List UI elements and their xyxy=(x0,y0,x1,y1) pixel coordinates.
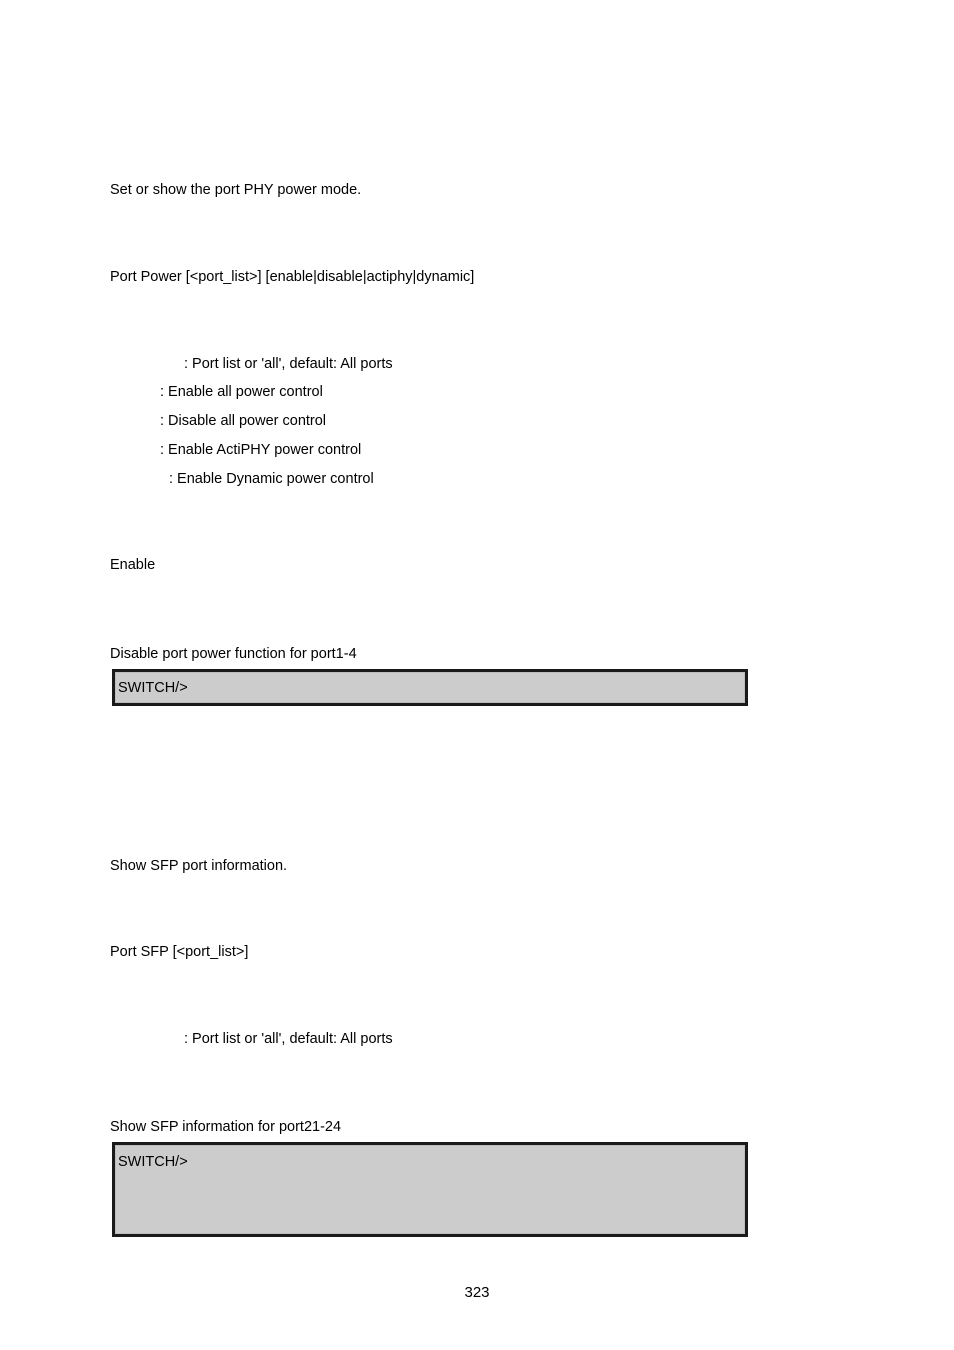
section1-description: Set or show the port PHY power mode. xyxy=(110,182,362,198)
section1-param-dynamic: : Enable Dynamic power control xyxy=(169,471,374,487)
section2-description: Show SFP port information. xyxy=(110,858,288,874)
page-number: 323 xyxy=(464,1284,490,1301)
section1-syntax: Port Power [<port_list>] [enable|disable|actiphy|dynamic] xyxy=(110,269,475,285)
section1-example-box xyxy=(112,669,748,706)
section1-example-caption: Disable port power function for port1-4 xyxy=(110,646,357,662)
section2-example-caption: Show SFP information for port21-24 xyxy=(110,1119,342,1135)
section1-example-prompt: SWITCH/> xyxy=(118,680,188,696)
section1-param-disable: : Disable all power control xyxy=(160,413,327,429)
section2-syntax: Port SFP [<port_list>] xyxy=(110,944,249,960)
section1-param-port-list: : Port list or 'all', default: All ports xyxy=(184,356,393,372)
section1-param-enable: : Enable all power control xyxy=(160,384,323,400)
section1-param-actiphy: : Enable ActiPHY power control xyxy=(160,442,362,458)
section2-param-port-list: : Port list or 'all', default: All ports xyxy=(184,1031,393,1047)
section2-example-prompt: SWITCH/> xyxy=(118,1154,188,1170)
section1-default-value: Enable xyxy=(110,557,156,573)
section2-example-box xyxy=(112,1142,748,1237)
